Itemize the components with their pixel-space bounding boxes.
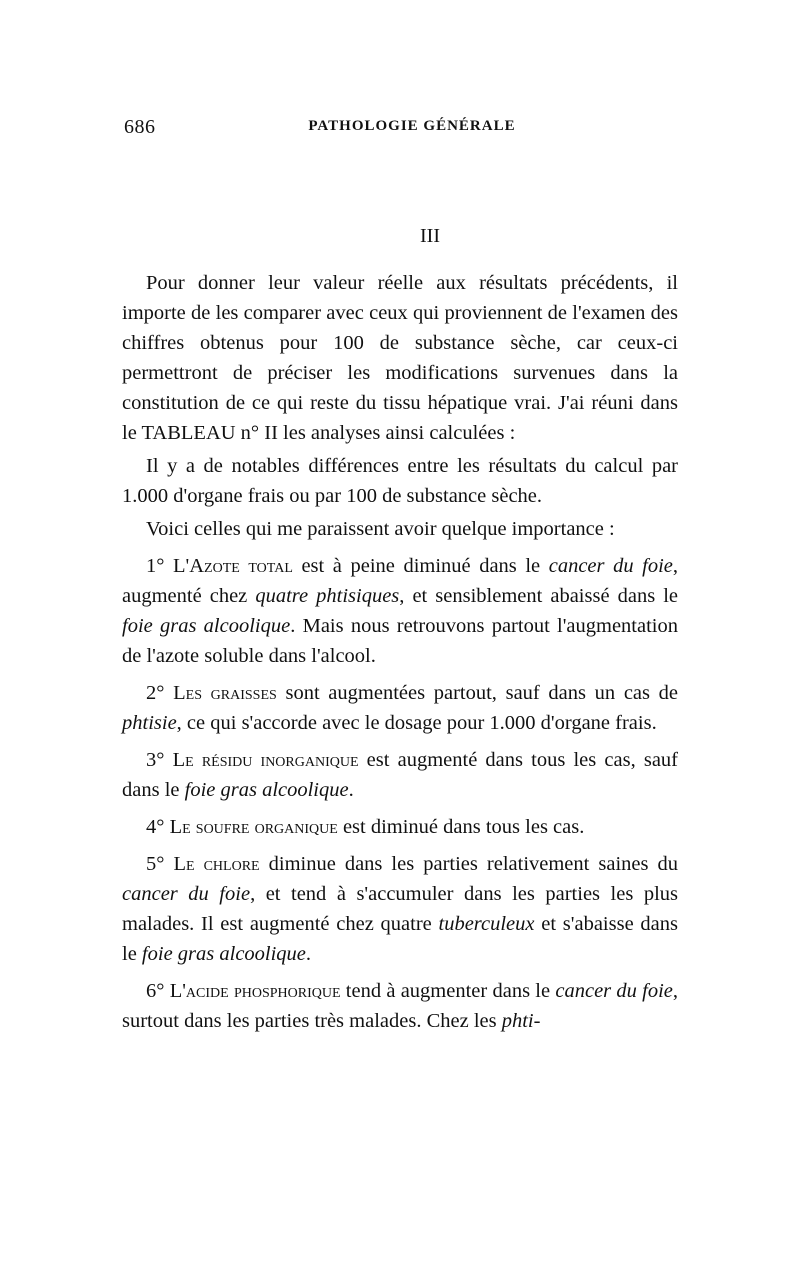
section-heading: III <box>420 225 440 247</box>
item-number: 4° <box>146 816 170 838</box>
emphasis: foie gras alcoolique <box>122 615 291 637</box>
paragraph-residu <box>122 745 678 805</box>
text-run: tend à augmenter dans le <box>340 980 556 1002</box>
term-residu-inorganique: Le résidu inorganique <box>172 749 359 771</box>
term-graisses: Les graisses <box>173 682 277 704</box>
paragraph-importance: Voici celles qui me paraissent avoir quelque importance : <box>146 518 615 540</box>
item-number: 2° <box>146 682 174 704</box>
term-acide-phosphorique: L'acide phosphorique <box>169 980 341 1002</box>
page-number: 686 <box>124 116 156 138</box>
text-run: , et tend à s'accumuler dans les parties les plus malades. Il est augmenté chez quatre <box>122 883 679 935</box>
term-azote-total: L'Azote total <box>173 555 293 577</box>
text-run: , surtout dans les parties très malades. Chez les <box>122 980 679 1032</box>
paragraph-soufre <box>122 812 678 842</box>
running-head <box>124 116 680 140</box>
text-run: diminue dans les parties relativement saines du <box>259 853 679 875</box>
item-number: 1° <box>146 555 174 577</box>
text-run: , et sensiblement abaissé dans le <box>399 585 679 607</box>
emphasis: phti- <box>501 1010 541 1032</box>
text-run: et s'abaisse dans le <box>122 913 678 965</box>
emphasis: cancer du foie <box>122 883 251 905</box>
body-text <box>122 268 678 1039</box>
text-run: sont augmentées partout, sauf dans un cas de <box>276 682 679 704</box>
paragraph-differences: Il y a de notables différences entre les résultats du calcul par 1.000 d'organe frais ou par 100 de substance sèche. <box>122 455 678 507</box>
item-number: 3° <box>146 749 173 771</box>
paragraph-graisses <box>122 678 678 738</box>
text-run: est augmenté dans tous les cas, sauf dans le <box>122 749 679 801</box>
text-run: , ce qui s'accorde avec le dosage pour 1.000 d'organe frais. <box>176 712 657 734</box>
text-run: . <box>305 943 312 965</box>
item-number: 6° <box>146 980 170 1002</box>
text-run: . <box>348 779 354 801</box>
emphasis: cancer du foie <box>548 555 673 577</box>
emphasis: tuberculeux <box>438 913 535 935</box>
emphasis: cancer du foie <box>555 980 673 1002</box>
text-run: est à peine diminué dans le <box>292 555 549 577</box>
paragraph-intro: Pour donner leur valeur réelle aux résultats précédents, il importe de les comparer avec ceux qui proviennent de l'examen des chiffres obtenus pour 100 de substance sèche, car ceux-ci permettront de préciser les modifications survenues dans la constitution de ce qui reste du tissu hépatique vrai. J'ai réuni dans le TABLEAU n° II les analyses ainsi calculées : <box>122 272 678 444</box>
paragraph-chlore <box>122 849 678 969</box>
paragraph-acide-phosphorique <box>122 976 678 1036</box>
term-soufre-organique: Le soufre organique <box>169 816 338 838</box>
emphasis: foie gras alcoolique <box>141 943 306 965</box>
emphasis: quatre phtisiques <box>255 585 400 607</box>
running-title: PATHOLOGIE GÉNÉRALE <box>308 118 516 134</box>
text-run: . Mais nous retrouvons partout l'augmentation de l'azote soluble dans l'alcool. <box>122 615 678 667</box>
text-run: est diminué dans tous les cas. <box>337 816 585 838</box>
emphasis: phtisie <box>122 712 177 734</box>
text-run: , augmenté chez <box>122 555 679 607</box>
paragraph-azote <box>122 551 678 671</box>
term-chlore: Le chlore <box>173 853 260 875</box>
item-number: 5° <box>146 853 174 875</box>
emphasis: foie gras alcoolique <box>184 779 349 801</box>
